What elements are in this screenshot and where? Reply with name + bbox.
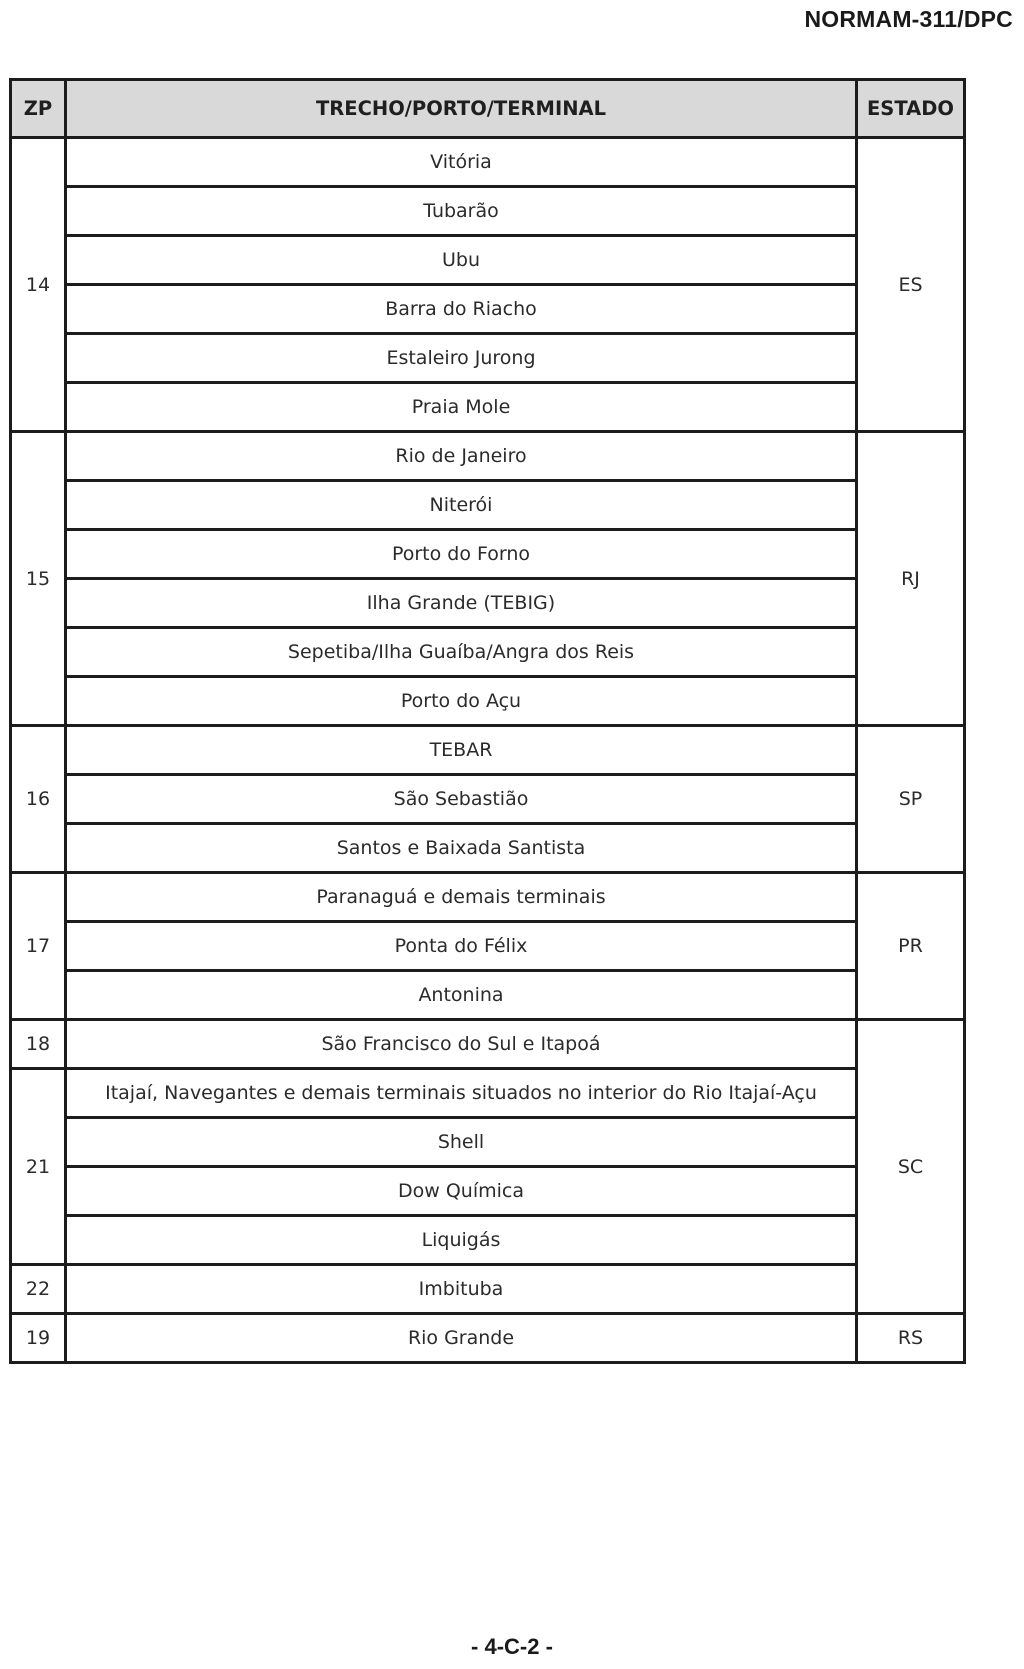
state-cell: PR [857, 873, 965, 1020]
table-row [11, 726, 965, 775]
zp-cell: 22 [11, 1265, 66, 1314]
terminal-cell: Vitória [66, 138, 857, 187]
terminal-cell: Dow Química [66, 1167, 857, 1216]
terminal-cell: Niterói [66, 481, 857, 530]
table-header-row [11, 80, 965, 138]
column-header-terminal: TRECHO/PORTO/TERMINAL [66, 80, 857, 138]
terminal-cell: Barra do Riacho [66, 285, 857, 334]
terminal-cell: Itajaí, Navegantes e demais terminais situados no interior do Rio Itajaí-Açu [66, 1069, 857, 1118]
document-code: NORMAM-311/DPC [804, 6, 1013, 32]
table-row [11, 677, 965, 726]
terminal-cell: Sepetiba/Ilha Guaíba/Angra dos Reis [66, 628, 857, 677]
column-header-state: ESTADO [857, 80, 965, 138]
zp-cell: 19 [11, 1314, 66, 1363]
table-row [11, 1216, 965, 1265]
terminal-cell: São Sebastião [66, 775, 857, 824]
column-header-zp: ZP [11, 80, 66, 138]
state-cell: RS [857, 1314, 965, 1363]
table-row [11, 922, 965, 971]
terminal-cell: Antonina [66, 971, 857, 1020]
table-row [11, 1314, 965, 1363]
state-cell: ES [857, 138, 965, 432]
table-row [11, 579, 965, 628]
terminal-cell: Ubu [66, 236, 857, 285]
table-row [11, 873, 965, 922]
table-row [11, 481, 965, 530]
terminal-cell: Santos e Baixada Santista [66, 824, 857, 873]
table-row [11, 383, 965, 432]
terminal-cell: Tubarão [66, 187, 857, 236]
state-cell: SP [857, 726, 965, 873]
terminal-cell: Porto do Forno [66, 530, 857, 579]
zp-cell: 17 [11, 873, 66, 1020]
state-cell: RJ [857, 432, 965, 726]
table-row [11, 1118, 965, 1167]
table-row [11, 187, 965, 236]
terminal-cell: São Francisco do Sul e Itapoá [66, 1020, 857, 1069]
table-row [11, 971, 965, 1020]
table-row [11, 824, 965, 873]
terminal-cell: Imbituba [66, 1265, 857, 1314]
zp-cell: 18 [11, 1020, 66, 1069]
table-row [11, 432, 965, 481]
table-row [11, 628, 965, 677]
ports-table [9, 78, 966, 1364]
table-row [11, 236, 965, 285]
terminal-cell: Ponta do Félix [66, 922, 857, 971]
terminal-cell: Estaleiro Jurong [66, 334, 857, 383]
table-row [11, 775, 965, 824]
zp-cell: 14 [11, 138, 66, 432]
terminal-cell: Porto do Açu [66, 677, 857, 726]
table-row [11, 1167, 965, 1216]
zp-cell: 15 [11, 432, 66, 726]
zp-cell: 16 [11, 726, 66, 873]
terminal-cell: Praia Mole [66, 383, 857, 432]
table-row [11, 530, 965, 579]
table-row [11, 1069, 965, 1118]
table-row [11, 285, 965, 334]
state-cell: SC [857, 1020, 965, 1314]
terminal-cell: Ilha Grande (TEBIG) [66, 579, 857, 628]
zp-cell: 21 [11, 1069, 66, 1265]
table-row [11, 334, 965, 383]
page-number: - 4-C-2 - [471, 1634, 553, 1659]
terminal-cell: Liquigás [66, 1216, 857, 1265]
terminal-cell: Rio Grande [66, 1314, 857, 1363]
terminal-cell: Shell [66, 1118, 857, 1167]
terminal-cell: Paranaguá e demais terminais [66, 873, 857, 922]
terminal-cell: Rio de Janeiro [66, 432, 857, 481]
terminal-cell: TEBAR [66, 726, 857, 775]
table-row [11, 1020, 965, 1069]
table-row [11, 1265, 965, 1314]
table-row [11, 138, 965, 187]
